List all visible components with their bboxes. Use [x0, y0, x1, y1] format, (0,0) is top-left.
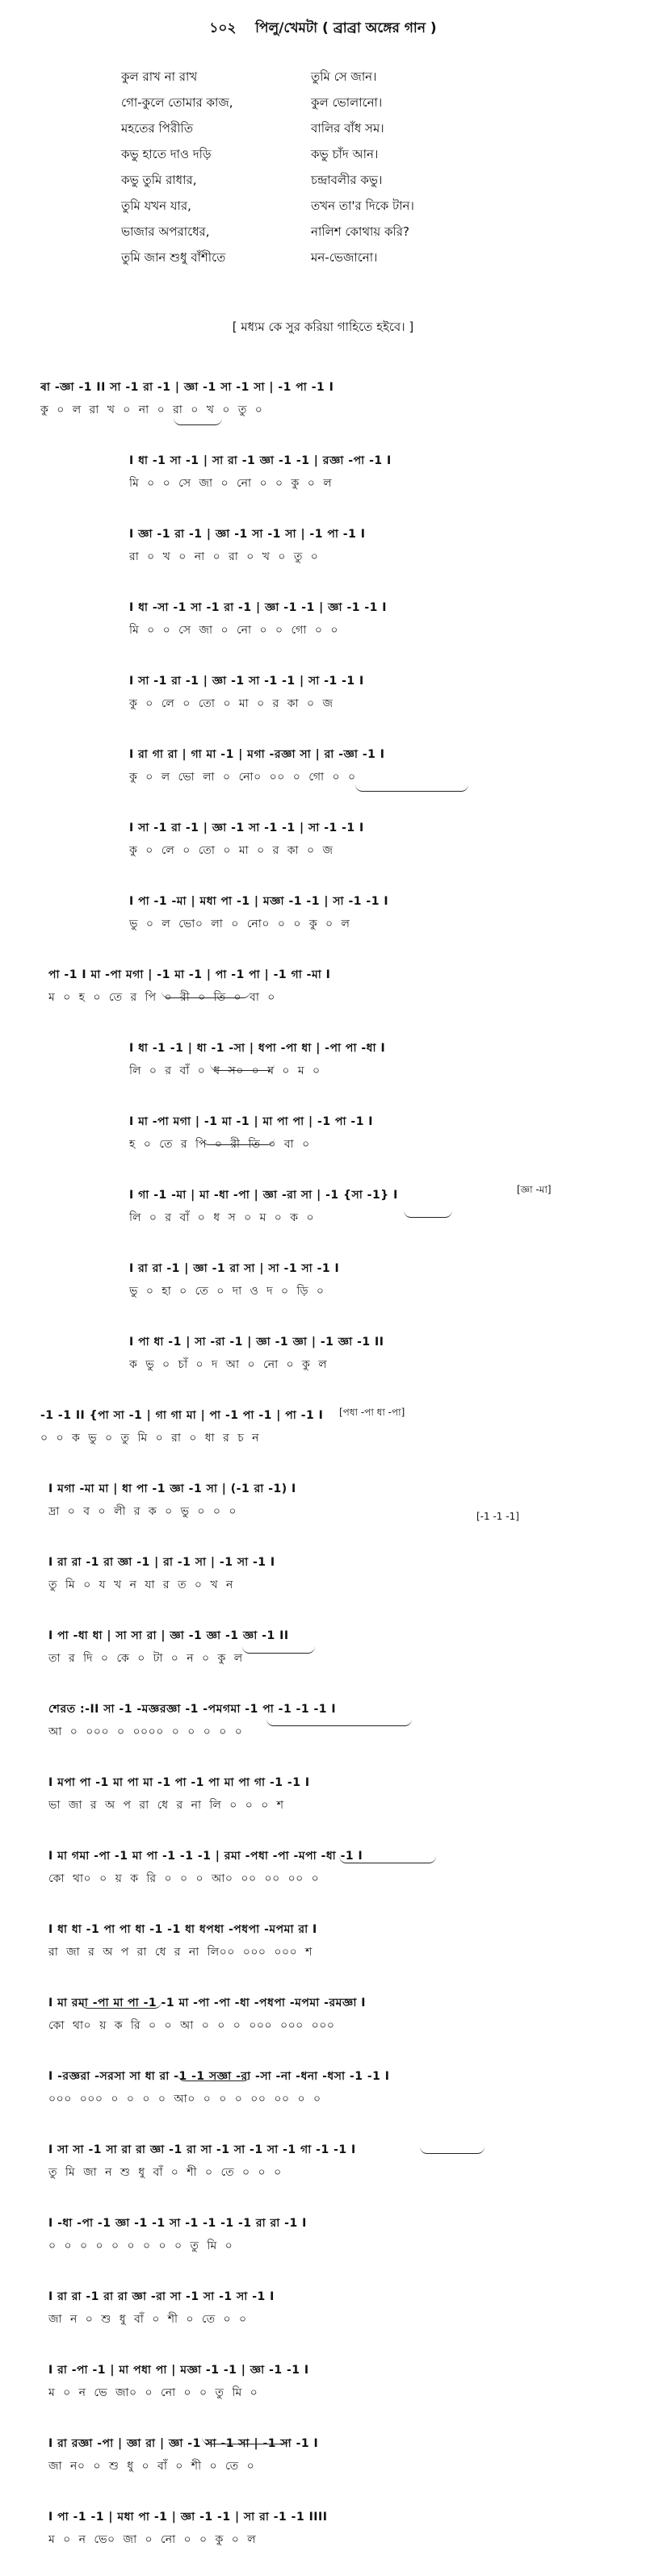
syllable-line: কু ০ লে ০ তো ০ মা ০ র কা ০ জ	[129, 844, 333, 857]
lyric-row	[121, 245, 541, 271]
swara-line: I পা -ধা ধা | সা সা রা | জ্ঞা -1 জ্ঞা -1 জ্ঞা -1 II	[48, 1629, 289, 1642]
swara-line: I মপা পা -1 মা পা মা -1 পা -1 পা মা পা গা -1 -1 I	[48, 1776, 310, 1789]
lyric-right: মন-ভেজানো।	[311, 249, 378, 265]
syllable-line: হ ০ তে র পি ০ রী তি ০ বা ০	[129, 1138, 310, 1151]
slur-mark	[355, 784, 468, 792]
lyric-row	[121, 194, 541, 220]
slur-mark	[174, 418, 222, 425]
swara-line: I জ্ঞা -1 রা -1 | জ্ঞা -1 সা -1 সা | -1 পা -1 I	[129, 528, 366, 541]
lyric-left: কভু তুমি রাধার,	[121, 172, 197, 187]
song-title: পিলু/খেমটা ( ব্রাব্রা অঙ্গের গান )	[255, 20, 437, 36]
syllable-line: ভু ০ ল ভো০ লা ০ নো০ ০ ০ কু ০ ল	[129, 918, 350, 930]
syllable-line: কো থা০ য় ক রি ০ ০ আ ০ ০ ০ ০০০ ০০০ ০০০	[48, 2019, 335, 2032]
swara-line: I মা -পা মগা | -1 মা -1 | মা পা পা | -1 পা -1 I	[129, 1115, 374, 1128]
alt-phrase-annotation: [পধা -পা ধা -পা]	[339, 1407, 405, 1418]
lyric-left: ভাজার অপরাধের,	[121, 224, 210, 239]
swara-line: I গা -1 -মা | মা -ধা -পা | জ্ঞা -রা সা | -1 {সা -1} I	[129, 1189, 398, 1202]
lyric-left: তুমি জান শুধু বাঁশীতে	[121, 249, 226, 265]
slur-mark	[210, 1064, 275, 1071]
page-header	[0, 18, 646, 40]
singing-note: [ মধ্যম কে সুর করিয়া গাহিতে হইবে। ]	[232, 320, 414, 334]
syllable-line: ক ভু ০ চাঁ ০ দ আ ০ নো ০ কু ল	[129, 1358, 328, 1371]
swara-line: I রা রজ্ঞা -পা | জ্ঞা রা | জ্ঞা -1 সা -1 সা | -1 সা -1 I	[48, 2437, 319, 2450]
slur-mark	[420, 2147, 484, 2154]
lyric-right: কভু চাঁদ আন।	[311, 146, 379, 161]
syllable-line: রা ০ খ ০ না ০ রা ০ খ ০ তু ০	[129, 550, 319, 563]
lyrics-block	[121, 65, 541, 271]
syllable-line: তা র দি ০ কে ০ টা ০ ন ০ কু ল	[48, 1652, 243, 1665]
syllable-line: ভু ০ হা ০ তে ০ দা ও দ ০ ড়ি ০	[129, 1285, 325, 1298]
swara-line: I রা রা -1 রা জ্ঞা -1 | রা -1 সা | -1 সা -1 I	[48, 1556, 275, 1569]
alt-phrase-annotation: [-1 -1 -1]	[476, 1511, 519, 1522]
swara-line: শেরত :-II সা -1 -মজ্ঞরজ্ঞা -1 -পমগমা -1 পা -1 -1 -1 I	[48, 1703, 337, 1716]
syllable-line: তু মি ০ য খ ন যা র ত ০ খ ন	[48, 1579, 233, 1591]
lyric-row	[121, 220, 541, 245]
lyric-right: তুমি সে জান।	[311, 69, 377, 84]
syllable-line: ম ০ হ ০ তে র পি ০ রী ০ তি ০ বা ০	[48, 991, 275, 1004]
syllable-line: রা জা র অ প রা ধে র না লি০০ ০০০ ০০০ শ	[48, 1946, 313, 1959]
syllable-line: ম ০ ন ভে জা০ ০ নো ০ ০ তু মি ০	[48, 2386, 258, 2399]
swara-line: -1 -1 II {পা সা -1 | গা গা মা | পা -1 পা -1 | পা -1 I	[40, 1409, 324, 1422]
swara-line: পা -1 I মা -পা মগা | -1 মা -1 | পা -1 পা | -1 গা -মা I	[48, 968, 331, 981]
syllable-line: মি ০ ০ সে জা ০ নো ০ ০ কু ০ ল	[129, 477, 333, 490]
lyric-left: কুল রাখ না রাখ	[121, 69, 198, 84]
swara-line: I -ধা -পা -1 জ্ঞা -1 -1 সা -1 -1 -1 -1 রা রা -1 I	[48, 2217, 307, 2230]
slur-mark	[202, 1138, 275, 1145]
syllable-line: ০ ০ ক ভু ০ তু মি ০ রা ০ ধা র চ ন	[40, 1432, 260, 1445]
slur-mark	[339, 1856, 436, 1863]
syllable-line: ০০০ ০০০ ০ ০ ০ ০ আ০ ০ ০ ০ ০০ ০০ ০ ০	[48, 2093, 321, 2106]
syllable-line: কু ০ ল রা খ ০ না ০ রা ০ খ ০ তু ০	[40, 404, 263, 416]
syllable-line: তু মি জা ন শু ধু বাঁ ০ শী ০ তে ০ ০ ০	[48, 2166, 282, 2179]
lyric-left: কভু হাতে দাও দড়ি	[121, 146, 212, 161]
swara-line: ৰা -জ্ঞা -1 II সা -1 রা -1 | জ্ঞা -1 সা -1 সা | -1 পা -1 I	[40, 381, 334, 394]
swara-line: I পা -1 -1 | মধা পা -1 | জ্ঞা -1 -1 | সা রা -1 -1 IIII	[48, 2511, 328, 2524]
swara-line: I পা ধা -1 | সা -রা -1 | জ্ঞা -1 জ্ঞা | -1 জ্ঞা -1 II	[129, 1336, 384, 1349]
swara-line: I রা রা -1 | জ্ঞা -1 রা সা | সা -1 সা -1 I	[129, 1262, 340, 1275]
swara-line: I রা -পা -1 | মা পধা পা | মজ্ঞা -1 -1 | জ্ঞা -1 -1 I	[48, 2364, 309, 2377]
slur-mark	[242, 1646, 315, 1654]
lyric-row	[121, 116, 541, 142]
slur-mark	[81, 2001, 162, 2009]
swara-line: I ধা ধা -1 পা পা ধা -1 -1 ধা ধপধা -পধপা -মপমা রা I	[48, 1923, 317, 1936]
lyric-right: বালির বাঁধ সম।	[311, 120, 384, 136]
swara-line: I মা রমা -পা মা পা -1 -1 মা -পা -পা -ধা -পধপা -মপমা -রমজ্ঞা I	[48, 1997, 366, 2009]
slur-mark	[178, 2074, 250, 2081]
swara-line: I ধা -1 -1 | ধা -1 -সা | ধপা -পা ধা | -পা পা -ধা I	[129, 1042, 386, 1055]
lyric-right: চন্দ্রাবলীর কভু।	[311, 172, 383, 187]
syllable-line: জা ন০ ০ শু ধু ০ বাঁ ০ শী ০ তে ০	[48, 2460, 255, 2473]
syllable-line: ০ ০ ০ ০ ০ ০ ০ ০ ০ তু মি ০	[48, 2239, 233, 2252]
swara-line: I রা গা রা | গা মা -1 | মগা -রজ্ঞা সা | রা -জ্ঞা -1 I	[129, 748, 385, 761]
syllable-line: লি ০ র বাঁ ০ ধ স০ ০ ম ০ ম ০	[129, 1064, 321, 1077]
lyric-right: তখন তা'র দিকে টান।	[311, 198, 414, 213]
syllable-line: কু ০ লে ০ তো ০ মা ০ র কা ০ জ	[129, 697, 333, 710]
syllable-line: লি ০ র বাঁ ০ ধ স ০ ম ০ ক ০	[129, 1211, 315, 1224]
swara-line: I রা রা -1 রা রা জ্ঞা -রা সা -1 সা -1 সা -1 I	[48, 2290, 275, 2303]
syllable-line: ভা জা র অ প রা ধে র না লি ০ ০ ০ শ	[48, 1799, 284, 1812]
slur-mark	[162, 991, 250, 998]
swara-line: I ধা -1 সা -1 | সা রা -1 জ্ঞা -1 -1 | রজ্ঞা -পা -1 I	[129, 454, 392, 467]
swara-line: I ধা -সা -1 সা -1 রা -1 | জ্ঞা -1 -1 | জ্ঞা -1 -1 I	[129, 601, 388, 614]
swara-line: I সা সা -1 সা রা রা জ্ঞা -1 রা সা -1 সা -1 সা -1 গা -1 -1 I	[48, 2143, 356, 2156]
swara-line: I সা -1 রা -1 | জ্ঞা -1 সা -1 -1 | সা -1 -1 I	[129, 675, 364, 688]
lyric-row	[121, 142, 541, 168]
slur-mark	[266, 1719, 412, 1726]
swara-line: I পা -1 -মা | মধা পা -1 | মজ্ঞা -1 -1 | সা -1 -1 I	[129, 895, 389, 908]
slur-mark	[404, 1211, 452, 1218]
lyric-left: গো-কুলে তোমার কাজ,	[121, 94, 233, 110]
lyric-right: কুল ভোলানো।	[311, 94, 383, 110]
swara-line: I মা গমা -পা -1 মা পা -1 -1 -1 | রমা -পধা -পা -মপা -ধা -1 I	[48, 1850, 363, 1863]
syllable-line: দ্রা ০ ব ০ লী র ক ০ ভু ০ ০ ০	[48, 1505, 237, 1518]
syllable-line: কু ০ ল ভো লা ০ নো০ ০০ ০ গো ০ ০	[129, 771, 356, 784]
swara-line: I মগা -মা মা | ধা পা -1 জ্ঞা -1 সা | (-1 রা -1) I	[48, 1482, 296, 1495]
syllable-line: জা ন ০ শু ধু বাঁ ০ শী ০ তে ০ ০	[48, 2313, 247, 2326]
syllable-line: কো থা০ ০ য় ক রি ০ ০ ০ আ০ ০০ ০০ ০০ ০	[48, 1872, 320, 1885]
lyric-row	[121, 168, 541, 194]
swara-line: I -রজ্ঞরা -সরসা সা ধা রা -1 -1 সজ্ঞা -রা -সা -না -ধনা -ধসা -1 -1 I	[48, 2070, 390, 2083]
syllable-line: ম ০ ন ভে০ জা ০ নো ০ ০ কু ০ ল	[48, 2533, 257, 2546]
lyric-row	[121, 65, 541, 90]
lyric-left: মহতের পিরীতি	[121, 120, 194, 136]
lyric-left: তুমি যখন যার,	[121, 198, 191, 213]
lyric-right: নালিশ কোথায় করি?	[311, 224, 410, 239]
syllable-line: আ ০ ০০০ ০ ০০০০ ০ ০ ০ ০ ০	[48, 1725, 243, 1738]
slur-mark	[202, 2437, 291, 2444]
song-number: ১০২	[209, 20, 237, 36]
syllable-line: মি ০ ০ সে জা ০ নো ০ ০ গো ০ ০	[129, 624, 338, 637]
swara-line: I সা -1 রা -1 | জ্ঞা -1 সা -1 -1 | সা -1 -1 I	[129, 822, 364, 834]
alt-phrase-annotation: [জ্ঞা -মা]	[517, 1184, 552, 1195]
lyric-row	[121, 90, 541, 116]
